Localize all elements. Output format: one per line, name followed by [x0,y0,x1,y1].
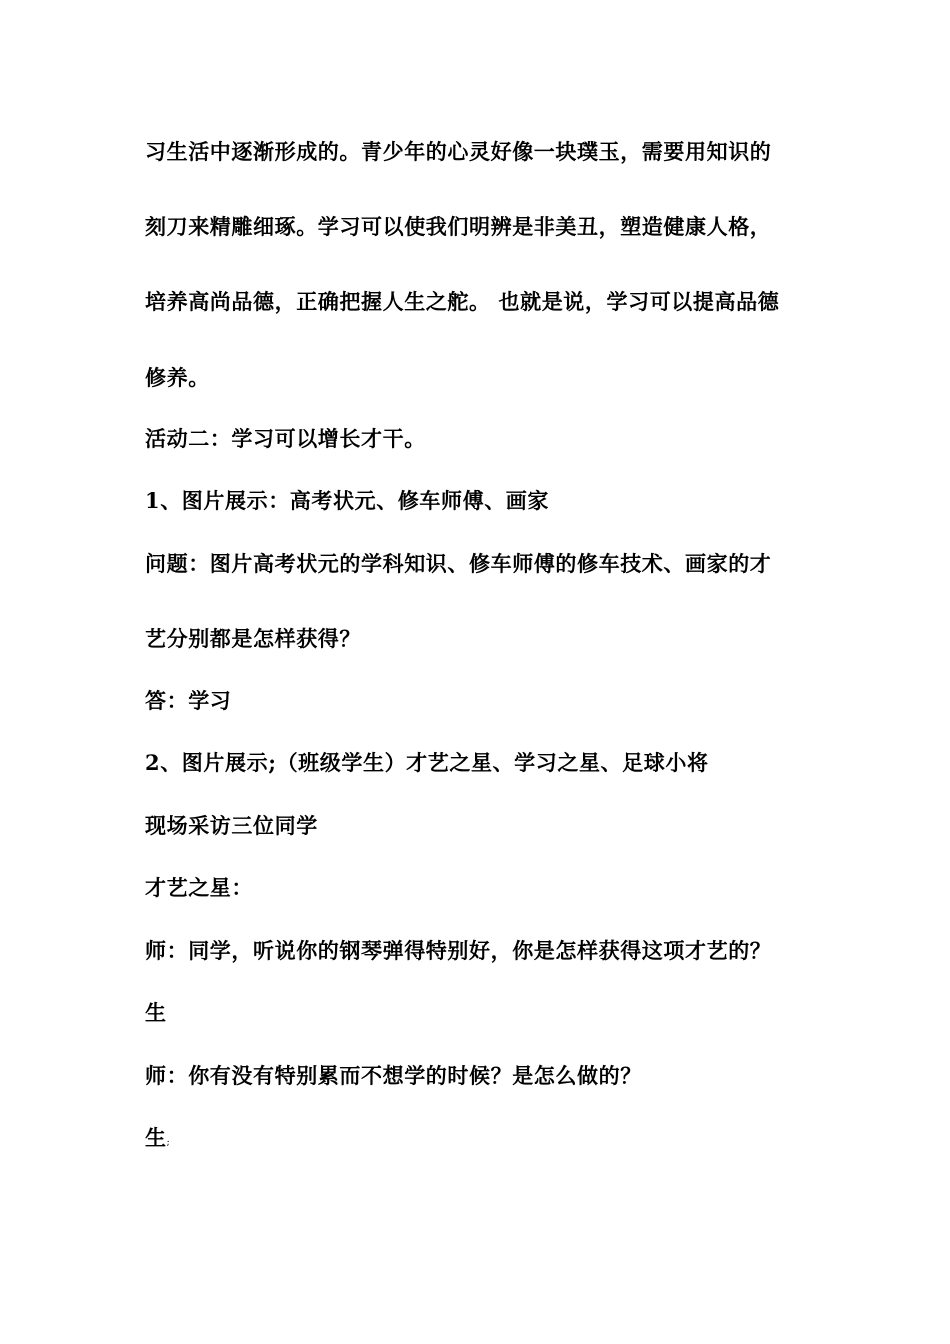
paragraph-line-3: 培养高尚品德，正确把握人生之舵。 也就是说，学习可以提高品德 [145,289,780,314]
teacher-line-1: 师：同学，听说你的钢琴弹得特别好，你是怎样获得这项才艺的？ [145,938,772,963]
activity-heading: 活动二：学习可以增长才干。 [145,426,426,451]
list-item-1: 1、图片展示：高考状元、修车师傅、画家 [145,488,550,513]
student-line-1: 生 [145,1000,167,1025]
interview-intro: 现场采访三位同学 [145,813,318,838]
student-line-2 [145,1124,170,1157]
trailing-mark: ; [166,1138,171,1148]
teacher-line-2: 师：你有没有特别累而不想学的时候？是怎么做的？ [145,1063,642,1088]
paragraph-line-4: 修养。 [145,365,210,390]
answer-line: 答：学习 [145,688,232,713]
question-line-1: 问题：图片高考状元的学科知识、修车师傅的修车技术、画家的才 [145,551,772,576]
paragraph-line-2: 刻刀来精雕细琢。学习可以使我们明辨是非美丑，塑造健康人格， [145,214,772,239]
question-line-2: 艺分别都是怎样获得？ [145,626,361,651]
talent-star-label: 才艺之星： [145,875,253,900]
paragraph-line-1: 习生活中逐渐形成的。青少年的心灵好像一块璞玉，需要用知识的 [145,139,772,164]
student-line-2-text: 生 [145,1125,167,1150]
list-item-2: 2、图片展示;（班级学生）才艺之星、学习之星、足球小将 [145,750,709,775]
